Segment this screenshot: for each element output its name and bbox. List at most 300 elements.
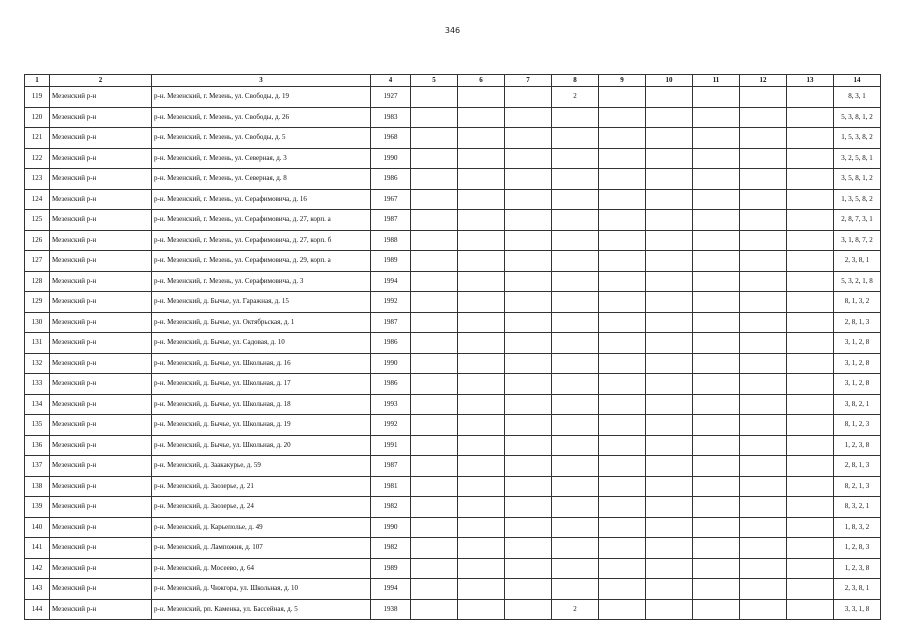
empty-cell (505, 599, 552, 620)
empty-cell (505, 579, 552, 600)
empty-cell (458, 292, 505, 313)
column-14-cell: 1, 2, 8, 3 (834, 538, 881, 559)
empty-cell (787, 271, 834, 292)
empty-cell (599, 189, 646, 210)
empty-cell (505, 476, 552, 497)
empty-cell (646, 456, 693, 477)
year-cell: 1988 (371, 230, 411, 251)
empty-cell (458, 230, 505, 251)
empty-cell (411, 456, 458, 477)
district-cell: Мезенский р-н (50, 517, 152, 538)
column-8-cell (552, 374, 599, 395)
empty-cell (411, 251, 458, 272)
district-cell: Мезенский р-н (50, 558, 152, 579)
column-8-cell (552, 558, 599, 579)
address-cell: р-н. Мезенский, г. Мезень, ул. Серафимовича, д. 29, корп. а (152, 251, 371, 272)
table-row (25, 189, 881, 210)
empty-cell (599, 107, 646, 128)
address-cell: р-н. Мезенский, г. Мезень, ул. Серафимовича, д. 27, корп. б (152, 230, 371, 251)
column-header: 6 (458, 75, 505, 87)
column-8-cell (552, 579, 599, 600)
empty-cell (411, 271, 458, 292)
address-cell: р-н. Мезенский, рп. Каменка, ул. Бассейная, д. 5 (152, 599, 371, 620)
year-cell: 1994 (371, 579, 411, 600)
table-row (25, 128, 881, 149)
column-8-cell (552, 476, 599, 497)
district-cell: Мезенский р-н (50, 333, 152, 354)
empty-cell (458, 497, 505, 518)
empty-cell (740, 107, 787, 128)
empty-cell (458, 148, 505, 169)
column-header: 7 (505, 75, 552, 87)
column-8-cell (552, 148, 599, 169)
empty-cell (740, 271, 787, 292)
row-number-cell: 129 (25, 292, 50, 313)
empty-cell (646, 271, 693, 292)
register-table (24, 74, 881, 620)
empty-cell (787, 476, 834, 497)
empty-cell (693, 128, 740, 149)
empty-cell (693, 333, 740, 354)
row-number-cell: 138 (25, 476, 50, 497)
empty-cell (505, 128, 552, 149)
table-row (25, 169, 881, 190)
empty-cell (505, 312, 552, 333)
empty-cell (740, 374, 787, 395)
column-header: 5 (411, 75, 458, 87)
empty-cell (787, 558, 834, 579)
column-8-cell: 2 (552, 599, 599, 620)
column-8-cell (552, 271, 599, 292)
address-cell: р-н. Мезенский, д. Заакакурье, д. 59 (152, 456, 371, 477)
empty-cell (646, 128, 693, 149)
column-14-cell: 3, 8, 2, 1 (834, 394, 881, 415)
district-cell: Мезенский р-н (50, 312, 152, 333)
column-8-cell (552, 415, 599, 436)
column-8-cell (552, 251, 599, 272)
empty-cell (646, 579, 693, 600)
row-number-cell: 144 (25, 599, 50, 620)
empty-cell (693, 87, 740, 108)
column-14-cell: 2, 8, 1, 3 (834, 312, 881, 333)
empty-cell (458, 353, 505, 374)
empty-cell (740, 517, 787, 538)
row-number-cell: 127 (25, 251, 50, 272)
column-14-cell: 1, 2, 3, 8 (834, 435, 881, 456)
empty-cell (411, 353, 458, 374)
table-row (25, 579, 881, 600)
column-14-cell: 1, 8, 3, 2 (834, 517, 881, 538)
year-cell: 1987 (371, 210, 411, 231)
address-cell: р-н. Мезенский, д. Бычье, ул. Школьная, д. 19 (152, 415, 371, 436)
empty-cell (740, 169, 787, 190)
year-cell: 1967 (371, 189, 411, 210)
row-number-cell: 134 (25, 394, 50, 415)
row-number-cell: 131 (25, 333, 50, 354)
row-number-cell: 125 (25, 210, 50, 231)
empty-cell (693, 435, 740, 456)
column-8-cell (552, 353, 599, 374)
column-header: 14 (834, 75, 881, 87)
column-header: 10 (646, 75, 693, 87)
empty-cell (646, 87, 693, 108)
row-number-cell: 123 (25, 169, 50, 190)
empty-cell (458, 579, 505, 600)
table-row (25, 210, 881, 231)
empty-cell (505, 169, 552, 190)
address-cell: р-н. Мезенский, д. Бычье, ул. Октябрьская, д. 1 (152, 312, 371, 333)
empty-cell (646, 353, 693, 374)
column-8-cell (552, 128, 599, 149)
empty-cell (599, 251, 646, 272)
district-cell: Мезенский р-н (50, 353, 152, 374)
empty-cell (693, 558, 740, 579)
address-cell: р-н. Мезенский, г. Мезень, ул. Серафимовича, д. 27, корп. а (152, 210, 371, 231)
empty-cell (740, 230, 787, 251)
district-cell: Мезенский р-н (50, 415, 152, 436)
column-14-cell: 2, 8, 1, 3 (834, 456, 881, 477)
empty-cell (787, 312, 834, 333)
empty-cell (787, 210, 834, 231)
empty-cell (505, 435, 552, 456)
empty-cell (740, 394, 787, 415)
year-cell: 1981 (371, 476, 411, 497)
empty-cell (740, 148, 787, 169)
year-cell: 1990 (371, 353, 411, 374)
empty-cell (693, 230, 740, 251)
empty-cell (646, 374, 693, 395)
empty-cell (599, 169, 646, 190)
empty-cell (740, 558, 787, 579)
year-cell: 1986 (371, 333, 411, 354)
row-number-cell: 124 (25, 189, 50, 210)
empty-cell (693, 476, 740, 497)
empty-cell (599, 579, 646, 600)
address-cell: р-н. Мезенский, д. Бычье, ул. Школьная, д. 20 (152, 435, 371, 456)
table-row (25, 517, 881, 538)
empty-cell (458, 189, 505, 210)
empty-cell (787, 333, 834, 354)
year-cell: 1992 (371, 292, 411, 313)
district-cell: Мезенский р-н (50, 538, 152, 559)
row-number-cell: 135 (25, 415, 50, 436)
column-8-cell (552, 107, 599, 128)
empty-cell (646, 107, 693, 128)
empty-cell (646, 189, 693, 210)
empty-cell (646, 148, 693, 169)
empty-cell (599, 292, 646, 313)
column-header: 3 (152, 75, 371, 87)
empty-cell (458, 333, 505, 354)
table-body (25, 87, 881, 620)
empty-cell (693, 210, 740, 231)
empty-cell (787, 353, 834, 374)
table-row (25, 87, 881, 108)
table-row (25, 476, 881, 497)
empty-cell (787, 579, 834, 600)
column-14-cell: 3, 5, 8, 1, 2 (834, 169, 881, 190)
empty-cell (505, 271, 552, 292)
empty-cell (646, 435, 693, 456)
empty-cell (787, 107, 834, 128)
year-cell: 1986 (371, 374, 411, 395)
empty-cell (693, 251, 740, 272)
empty-cell (646, 292, 693, 313)
empty-cell (411, 497, 458, 518)
year-cell: 1987 (371, 456, 411, 477)
empty-cell (411, 87, 458, 108)
empty-cell (411, 189, 458, 210)
empty-cell (693, 312, 740, 333)
year-cell: 1968 (371, 128, 411, 149)
column-14-cell: 8, 1, 2, 3 (834, 415, 881, 436)
empty-cell (740, 189, 787, 210)
empty-cell (505, 517, 552, 538)
empty-cell (693, 579, 740, 600)
empty-cell (505, 251, 552, 272)
column-14-cell: 2, 8, 7, 3, 1 (834, 210, 881, 231)
empty-cell (458, 456, 505, 477)
year-cell: 1991 (371, 435, 411, 456)
column-14-cell: 3, 2, 5, 8, 1 (834, 148, 881, 169)
row-number-cell: 122 (25, 148, 50, 169)
empty-cell (787, 374, 834, 395)
empty-cell (787, 87, 834, 108)
column-14-cell: 3, 1, 2, 8 (834, 333, 881, 354)
empty-cell (411, 230, 458, 251)
column-14-cell: 3, 1, 8, 7, 2 (834, 230, 881, 251)
empty-cell (646, 476, 693, 497)
empty-cell (646, 333, 693, 354)
table-row (25, 148, 881, 169)
empty-cell (599, 456, 646, 477)
table-row (25, 251, 881, 272)
empty-cell (693, 271, 740, 292)
district-cell: Мезенский р-н (50, 169, 152, 190)
empty-cell (411, 169, 458, 190)
row-number-cell: 142 (25, 558, 50, 579)
empty-cell (693, 538, 740, 559)
district-cell: Мезенский р-н (50, 435, 152, 456)
address-cell: р-н. Мезенский, г. Мезень, ул. Северная, д. 3 (152, 148, 371, 169)
empty-cell (787, 292, 834, 313)
column-header: 11 (693, 75, 740, 87)
row-number-cell: 133 (25, 374, 50, 395)
table-row (25, 456, 881, 477)
empty-cell (599, 374, 646, 395)
empty-cell (787, 435, 834, 456)
empty-cell (505, 189, 552, 210)
table-row (25, 599, 881, 620)
empty-cell (505, 394, 552, 415)
table-row (25, 497, 881, 518)
district-cell: Мезенский р-н (50, 230, 152, 251)
empty-cell (505, 333, 552, 354)
column-14-cell: 1, 3, 5, 8, 2 (834, 189, 881, 210)
district-cell: Мезенский р-н (50, 87, 152, 108)
empty-cell (693, 107, 740, 128)
empty-cell (646, 394, 693, 415)
column-header: 2 (50, 75, 152, 87)
empty-cell (787, 599, 834, 620)
empty-cell (787, 497, 834, 518)
empty-cell (646, 517, 693, 538)
address-cell: р-н. Мезенский, г. Мезень, ул. Свободы, д. 26 (152, 107, 371, 128)
empty-cell (411, 415, 458, 436)
empty-cell (787, 169, 834, 190)
column-8-cell (552, 210, 599, 231)
table-row (25, 271, 881, 292)
empty-cell (599, 271, 646, 292)
empty-cell (505, 456, 552, 477)
year-cell: 1989 (371, 251, 411, 272)
empty-cell (599, 497, 646, 518)
year-cell: 1938 (371, 599, 411, 620)
empty-cell (458, 271, 505, 292)
empty-cell (599, 394, 646, 415)
empty-cell (740, 87, 787, 108)
row-number-cell: 128 (25, 271, 50, 292)
empty-cell (693, 189, 740, 210)
empty-cell (505, 210, 552, 231)
row-number-cell: 119 (25, 87, 50, 108)
empty-cell (505, 415, 552, 436)
column-header: 8 (552, 75, 599, 87)
empty-cell (599, 312, 646, 333)
empty-cell (458, 87, 505, 108)
column-8-cell (552, 292, 599, 313)
row-number-cell: 121 (25, 128, 50, 149)
empty-cell (411, 107, 458, 128)
empty-cell (411, 517, 458, 538)
column-8-cell (552, 394, 599, 415)
empty-cell (505, 538, 552, 559)
column-8-cell (552, 538, 599, 559)
district-cell: Мезенский р-н (50, 456, 152, 477)
row-number-cell: 140 (25, 517, 50, 538)
address-cell: р-н. Мезенский, д. Заозерье, д. 24 (152, 497, 371, 518)
district-cell: Мезенский р-н (50, 579, 152, 600)
district-cell: Мезенский р-н (50, 210, 152, 231)
empty-cell (411, 210, 458, 231)
empty-cell (599, 230, 646, 251)
address-cell: р-н. Мезенский, д. Бычье, ул. Школьная, д. 17 (152, 374, 371, 395)
empty-cell (740, 435, 787, 456)
empty-cell (740, 210, 787, 231)
empty-cell (599, 538, 646, 559)
empty-cell (411, 394, 458, 415)
empty-cell (693, 497, 740, 518)
address-cell: р-н. Мезенский, г. Мезень, ул. Свободы, д. 5 (152, 128, 371, 149)
address-cell: р-н. Мезенский, д. Чижгора, ул. Школьная, д. 10 (152, 579, 371, 600)
empty-cell (458, 312, 505, 333)
empty-cell (740, 497, 787, 518)
empty-cell (646, 312, 693, 333)
column-14-cell: 8, 3, 1 (834, 87, 881, 108)
empty-cell (458, 210, 505, 231)
empty-cell (505, 148, 552, 169)
empty-cell (693, 148, 740, 169)
district-cell: Мезенский р-н (50, 148, 152, 169)
empty-cell (458, 394, 505, 415)
table-row (25, 333, 881, 354)
row-number-cell: 132 (25, 353, 50, 374)
address-cell: р-н. Мезенский, д. Бычье, ул. Школьная, д. 16 (152, 353, 371, 374)
column-14-cell: 8, 1, 3, 2 (834, 292, 881, 313)
empty-cell (693, 292, 740, 313)
empty-cell (458, 517, 505, 538)
header-row (25, 75, 881, 87)
empty-cell (740, 353, 787, 374)
empty-cell (787, 230, 834, 251)
row-number-cell: 130 (25, 312, 50, 333)
address-cell: р-н. Мезенский, д. Лампожня, д. 107 (152, 538, 371, 559)
column-8-cell (552, 169, 599, 190)
column-14-cell: 3, 3, 1, 8 (834, 599, 881, 620)
empty-cell (787, 394, 834, 415)
empty-cell (740, 456, 787, 477)
column-header: 4 (371, 75, 411, 87)
empty-cell (740, 292, 787, 313)
empty-cell (458, 128, 505, 149)
empty-cell (458, 169, 505, 190)
district-cell: Мезенский р-н (50, 251, 152, 272)
column-14-cell: 2, 3, 8, 1 (834, 251, 881, 272)
address-cell: р-н. Мезенский, д. Карьеполье, д. 49 (152, 517, 371, 538)
empty-cell (740, 538, 787, 559)
empty-cell (646, 558, 693, 579)
empty-cell (505, 374, 552, 395)
empty-cell (646, 169, 693, 190)
column-8-cell (552, 456, 599, 477)
empty-cell (646, 415, 693, 436)
row-number-cell: 126 (25, 230, 50, 251)
column-8-cell (552, 517, 599, 538)
year-cell: 1987 (371, 312, 411, 333)
row-number-cell: 141 (25, 538, 50, 559)
page-number: 346 (444, 26, 461, 35)
empty-cell (787, 148, 834, 169)
column-8-cell (552, 230, 599, 251)
table-row (25, 230, 881, 251)
empty-cell (411, 538, 458, 559)
empty-cell (693, 353, 740, 374)
empty-cell (740, 333, 787, 354)
empty-cell (787, 517, 834, 538)
district-cell: Мезенский р-н (50, 599, 152, 620)
empty-cell (646, 251, 693, 272)
row-number-cell: 136 (25, 435, 50, 456)
column-14-cell: 1, 2, 3, 8 (834, 558, 881, 579)
column-14-cell: 3, 1, 2, 8 (834, 374, 881, 395)
year-cell: 1990 (371, 517, 411, 538)
empty-cell (458, 374, 505, 395)
year-cell: 1993 (371, 394, 411, 415)
empty-cell (646, 538, 693, 559)
empty-cell (646, 497, 693, 518)
empty-cell (787, 415, 834, 436)
column-header: 12 (740, 75, 787, 87)
empty-cell (505, 230, 552, 251)
empty-cell (740, 415, 787, 436)
empty-cell (693, 456, 740, 477)
empty-cell (599, 210, 646, 231)
table-row (25, 312, 881, 333)
empty-cell (599, 435, 646, 456)
address-cell: р-н. Мезенский, г. Мезень, ул. Свободы, д. 19 (152, 87, 371, 108)
empty-cell (458, 599, 505, 620)
empty-cell (458, 251, 505, 272)
